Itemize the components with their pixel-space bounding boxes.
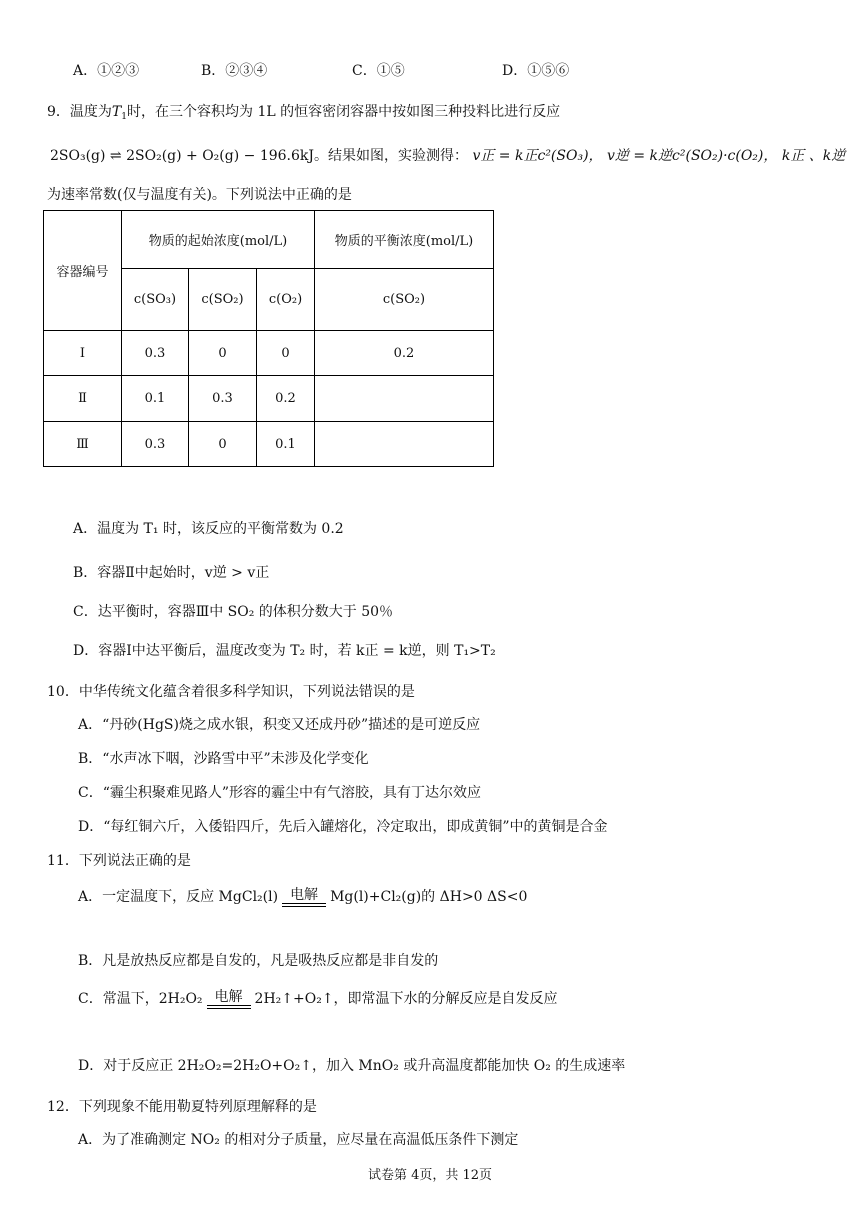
- q10-stem: 10．中华传统文化蕴含着很多科学知识，下列说法错误的是: [47, 684, 415, 700]
- table-subheader: c(SO₂): [189, 269, 257, 331]
- q11-option-a: A．一定温度下，反应 MgCl₂(l) 电解 Mg(l)+Cl₂(g)的 ΔH>0 ΔS<0: [78, 886, 528, 905]
- q9-option-c: C．达平衡时，容器Ⅲ中 SO₂ 的体积分数大于 50％: [73, 604, 394, 620]
- q9-data-table: [43, 210, 494, 467]
- q10-option-b: B．“水声冰下咽，沙路雪中平”未涉及化学变化: [78, 751, 369, 767]
- table-subheader: c(O₂): [257, 269, 315, 331]
- table-row: Ⅱ 0.1 0.3 0.2: [44, 376, 494, 422]
- q9-stem-line3: 为速率常数(仅与温度有关)。下列说法中正确的是: [47, 187, 352, 203]
- q11-option-c: C．常温下，2H₂O₂ 电解 2H₂↑+O₂↑，即常温下水的分解反应是自发反应: [78, 988, 558, 1007]
- table-header-initial: 物质的起始浓度(mol/L): [122, 211, 315, 269]
- q11-option-d: D．对于反应正 2H₂O₂=2H₂O+O₂↑，加入 MnO₂ 或升高温度都能加快 O₂ 的生成速率: [78, 1058, 626, 1074]
- q8-option-a: A．①②③: [73, 63, 140, 79]
- q9-option-b: B．容器Ⅱ中起始时，v逆 > v正: [73, 565, 270, 581]
- q8-option-c: C．①⑤: [352, 63, 405, 79]
- q9-v-forward: v正 = k正c²(SO₃)，: [472, 148, 603, 164]
- table-row: Ⅲ 0.3 0 0.1: [44, 422, 494, 467]
- electrolysis-arrow: 电解: [207, 990, 251, 1009]
- q10-option-a: A．“丹砂(HgS)烧之成水银，积变又还成丹砂”描述的是可逆反应: [78, 717, 481, 733]
- q11-option-b: B．凡是放热反应都是自发的，凡是吸热反应都是非自发的: [78, 953, 439, 969]
- q8-option-d: D．①⑤⑥: [502, 63, 570, 79]
- q9-k-list: k正 、k逆: [781, 148, 846, 164]
- q12-option-a: A．为了准确测定 NO₂ 的相对分子质量，应尽量在高温低压条件下测定: [78, 1132, 519, 1148]
- table-header-container: 容器编号: [44, 211, 122, 331]
- q9-option-a: A．温度为 T₁ 时，该反应的平衡常数为 0.2: [73, 521, 344, 537]
- table-subheader: c(SO₃): [122, 269, 189, 331]
- q12-stem: 12．下列现象不能用勒夏特列原理解释的是: [47, 1099, 317, 1115]
- table-row: Ⅰ 0.3 0 0 0.2: [44, 331, 494, 376]
- page-footer: 试卷第 4页，共 12页: [367, 1168, 493, 1183]
- q9-stem-line1: 9．温度为$T_1$时，在三个容积均为 1L 的恒容密闭容器中按如图三种投料比进行反应: [47, 104, 561, 122]
- table-subheader: c(SO₂): [315, 269, 494, 331]
- q9-equation-line: [50, 145, 845, 165]
- q11-stem: 11．下列说法正确的是: [47, 853, 191, 869]
- electrolysis-arrow: 电解: [282, 888, 326, 907]
- q9-v-reverse: v逆 = k逆c²(SO₂)·c(O₂)，: [607, 148, 778, 164]
- q10-option-c: C．“霾尘积聚难见路人”形容的霾尘中有气溶胶，具有丁达尔效应: [78, 785, 482, 801]
- q10-option-d: D．“每红铜六斤，入倭铅四斤，先后入罐熔化，冷定取出，即成黄铜”中的黄铜是合金: [78, 819, 608, 835]
- q9-equation: 2SO₃(g) ⇌ 2SO₂(g) + O₂(g) − 196.6kJ。结果如图，实验测得：: [50, 148, 468, 164]
- q9-option-d: D．容器Ⅰ中达平衡后，温度改变为 T₂ 时，若 k正 = k逆，则 T₁>T₂: [73, 643, 496, 659]
- q8-option-b: B．②③④: [201, 63, 268, 79]
- table-header-equilibrium: 物质的平衡浓度(mol/L): [315, 211, 494, 269]
